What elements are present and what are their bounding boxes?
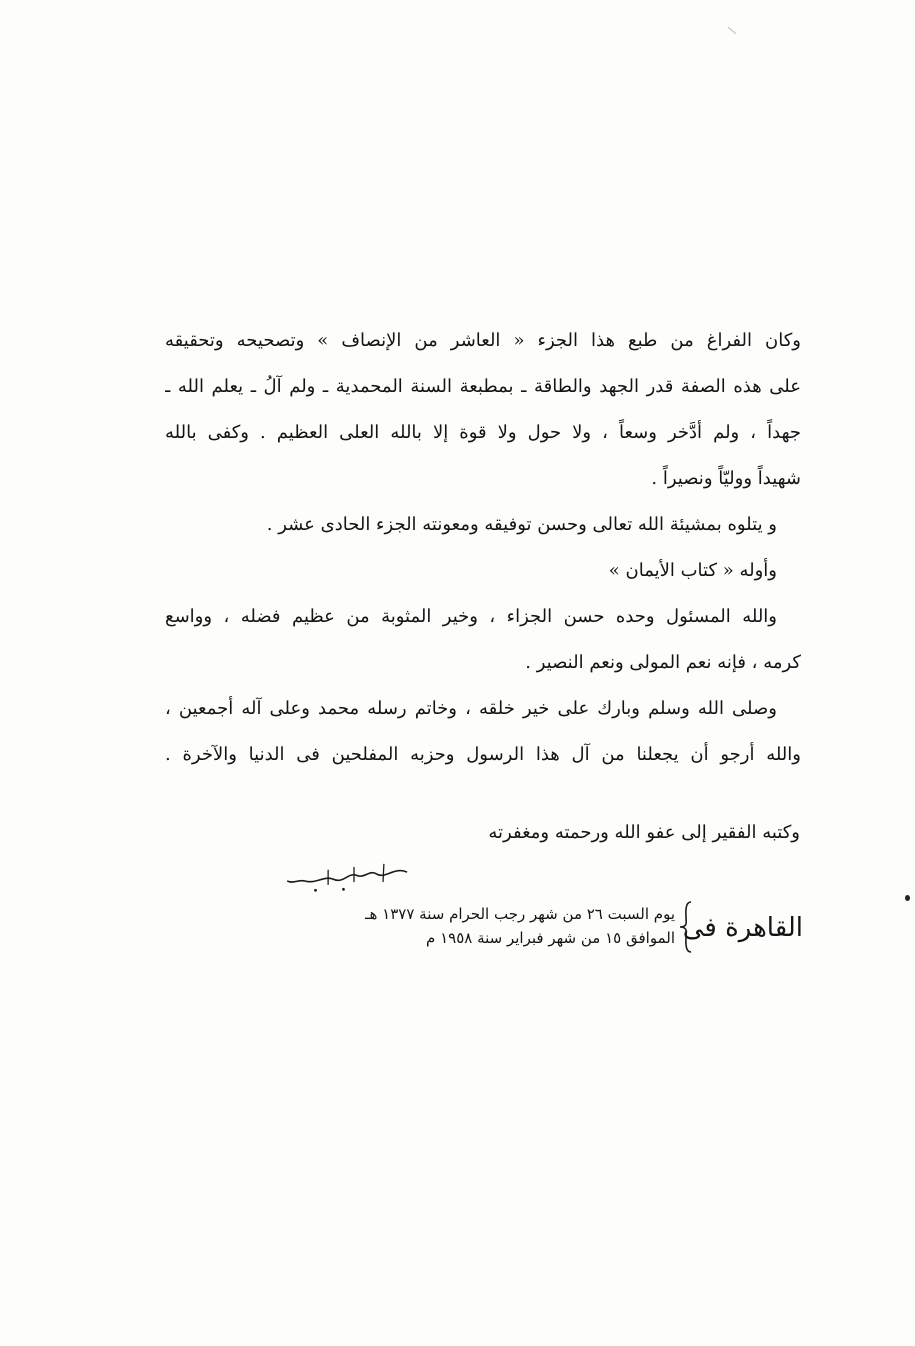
- place-label: القاهرة فى: [682, 913, 803, 943]
- dateline: [283, 900, 803, 960]
- text-line: و يتلوه بمشيئة الله تعالى وحسن توفيقه ومعونته الجزء الحادى عشر .: [266, 514, 777, 535]
- text-line: والله المسئول وحده حسن الجزاء ، وخير المثوبة من عظيم فضله ، وواسع: [165, 606, 777, 627]
- paragraph-blessing: [165, 686, 801, 778]
- text-line: وصلى الله وسلم وبارك على خير خلقه ، وخاتم رسله محمد وعلى آله أجمعين ،: [165, 698, 777, 719]
- date-lines: [365, 902, 675, 950]
- ink-dot: [905, 895, 910, 901]
- text-line: وأوله « كتاب الأيمان »: [608, 560, 777, 581]
- signoff-line: وكتبه الفقير إلى عفو الله ورحمته ومغفرته: [488, 822, 800, 843]
- text-line: كرمه ، فإنه نعم المولى ونعم النصير .: [525, 652, 801, 673]
- hijri-date: يوم السبت ٢٦ من شهر رجب الحرام سنة ١٣٧٧ هـ: [365, 905, 675, 923]
- text-line: على هذه الصفة قدر الجهد والطاقة ـ بمطبعة السنة المحمدية ـ ولم آلُ ـ يعلم الله ـ: [165, 376, 801, 397]
- paragraph-next-volume: [165, 502, 801, 548]
- colophon-text: [165, 318, 801, 778]
- text-line: جهداً ، ولم أدَّخر وسعاً ، ولا حول ولا قوة إلا بالله العلى العظيم . وكفى بالله: [165, 422, 801, 443]
- paragraph-completion: [165, 318, 801, 502]
- text-line: والله أرجو أن يجعلنا من آل هذا الرسول وحزبه المفلحين فى الدنيا والآخرة .: [165, 744, 801, 765]
- paragraph-first-book: [165, 548, 801, 594]
- text-line: شهيداً ووليّاً ونصيراً .: [651, 468, 801, 489]
- paragraph-supplication: [165, 594, 801, 686]
- brace-icon: [679, 900, 693, 954]
- gregorian-date: الموافق ١٥ من شهر فبراير سنة ١٩٥٨ م: [426, 929, 675, 947]
- scan-speck: [728, 27, 736, 34]
- text-line: وكان الفراغ من طبع هذا الجزء « العاشر من الإنصاف » وتصحيحه وتحقيقه: [165, 330, 801, 351]
